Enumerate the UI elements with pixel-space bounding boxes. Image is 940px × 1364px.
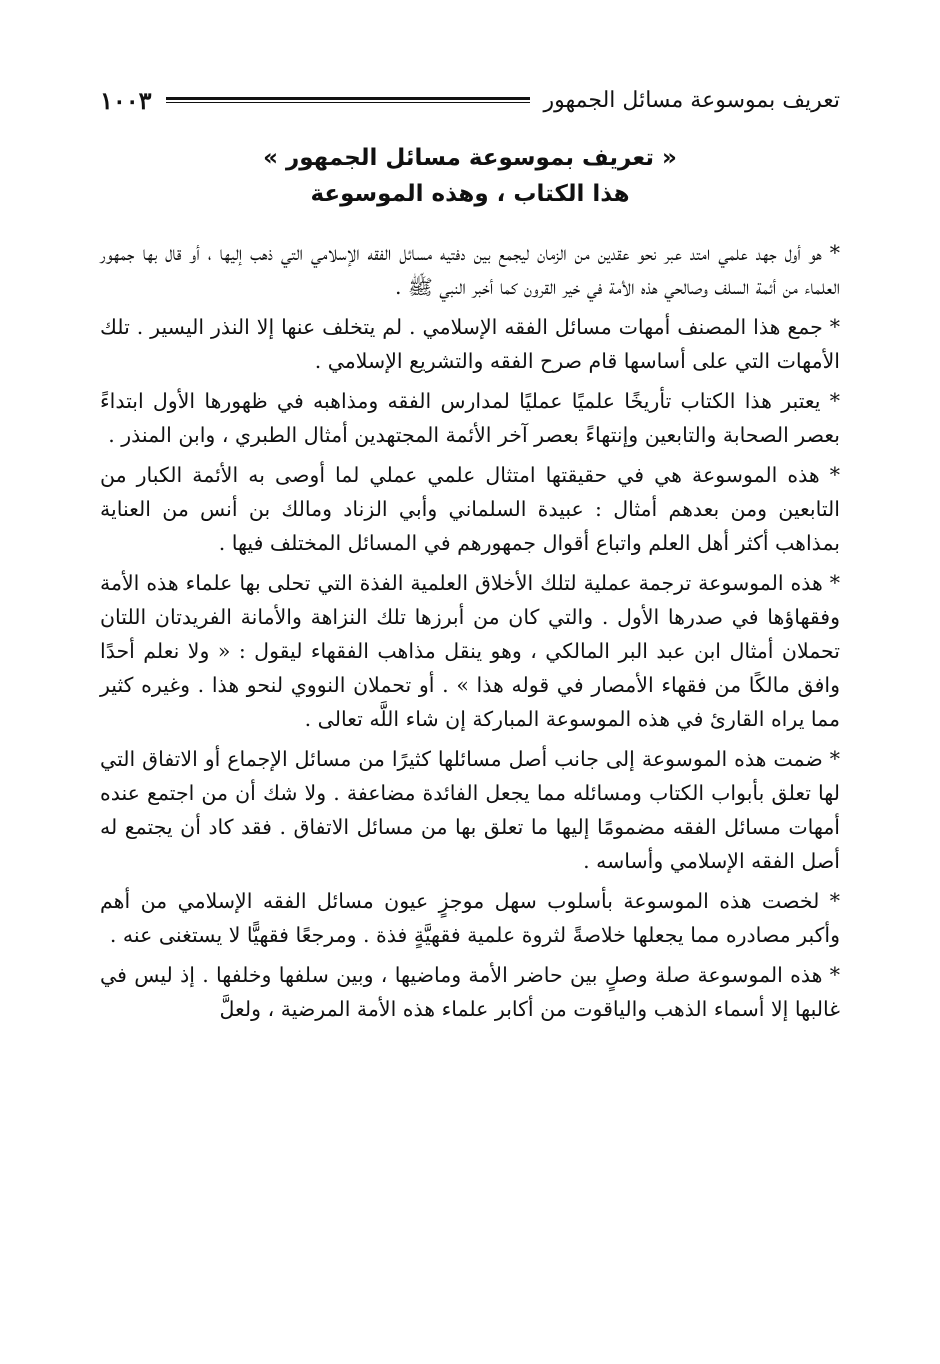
running-title: تعريف بموسوعة مسائل الجمهور [543, 87, 840, 113]
paragraph: * ضمت هذه الموسوعة إلى جانب أصل مسائلها كثيرًا من مسائل الإجماع أو الاتفاق التي لها تعلق بأبواب الكتاب ومسائله مما يجعل الفائدة مضاعفة . ولا شك أن من اجتمع عنده أمهات مسائل الفقه مضمومًا إليها ما تعلق بها من مسائل الاتفاق . فقد كاد أن يجتمع له أصل الفقه الإسلامي وأساسه . [100, 747, 840, 873]
page-number: ١٠٠٣ [100, 85, 152, 115]
running-header [100, 82, 840, 118]
section-subtitle: هذا الكتاب ، وهذه الموسوعة [310, 181, 630, 207]
section-title: « تعريف بموسوعة مسائل الجمهور » [263, 145, 677, 171]
section-headings [100, 140, 840, 212]
paragraph: * هذه الموسوعة ترجمة عملية لتلك الأخلاق العلمية الفذة التي تحلى بها علماء هذه الأمة وفقهاؤها في صدرها الأول . والتي كان من أبرزها تلك النزاهة والأمانة الفريدتان اللتان تحملان أمثال ابن عبد البر المالكي ، وهو ينقل مذاهب الفقهاء ليقول : « ولا نعلم أحدًا وافق مالكًا من فقهاء الأمصار في قوله هذا » . أو تحملان النووي لنحو هذا . وغيره كثير مما يراه القارئ في هذه الموسوعة المباركة إن شاء اللَّه تعالى . [100, 571, 840, 731]
paragraph: * يعتبر هذا الكتاب تأريخًا علميًا عمليًا لمدارس الفقه ومذاهبه في ظهورها الأول ابتداءً بعصر الصحابة والتابعين وإنتهاءً بعصر آخر الأئمة المجتهدين أمثال الطبري ، وابن المنذر . [100, 389, 840, 447]
paragraph: * هذه الموسوعة هي في حقيقتها امتثال علمي عملي لما أوصى به الأئمة الكبار من التابعين ومن بعدهم أمثال : عبيدة السلماني وأبي الزناد ومالك بن أنس من العناية بمذاهب أكثر أهل العلم واتباع أقوال جمهورهم في المسائل المختلف فيها . [100, 463, 840, 555]
paragraph: * هذه الموسوعة صلة وصلٍ بين حاضر الأمة وماضيها ، وبين سلفها وخلفها . إذ ليس في غالبها إلا أسماء الذهب والياقوت من أكابر علماء هذه الأمة المرضية ، ولعلَّ [100, 963, 840, 1021]
paragraph: * جمع هذا المصنف أمهات مسائل الفقه الإسلامي . لم يتخلف عنها إلا النذر اليسير . تلك الأمهات التي على أساسها قام صرح الفقه والتشريع الإسلامي . [100, 315, 840, 373]
paragraph: * هو أول جهد علمي امتد عبر نحو عقدين من الزمان ليجمع بين دفتيه مسائل الفقه الإسلامي التي ذهب إليها ، أو قال بها جمهور العلماء من أئمة السلف وصالحي هذه الأمة في خير القرون كما أخبر النبي ﷺ . [100, 241, 840, 299]
header-rule [166, 97, 530, 103]
paragraph: * لخصت هذه الموسوعة بأسلوب سهل موجزٍ عيون مسائل الفقه الإسلامي من أهم وأكبر مصادره مما يجعلها خلاصةً لثروة علمية فقهيَّةٍ فذة . ومرجعًا فقهيًّا لا يستغنى عنه . [100, 889, 840, 947]
body-text [100, 236, 840, 1032]
